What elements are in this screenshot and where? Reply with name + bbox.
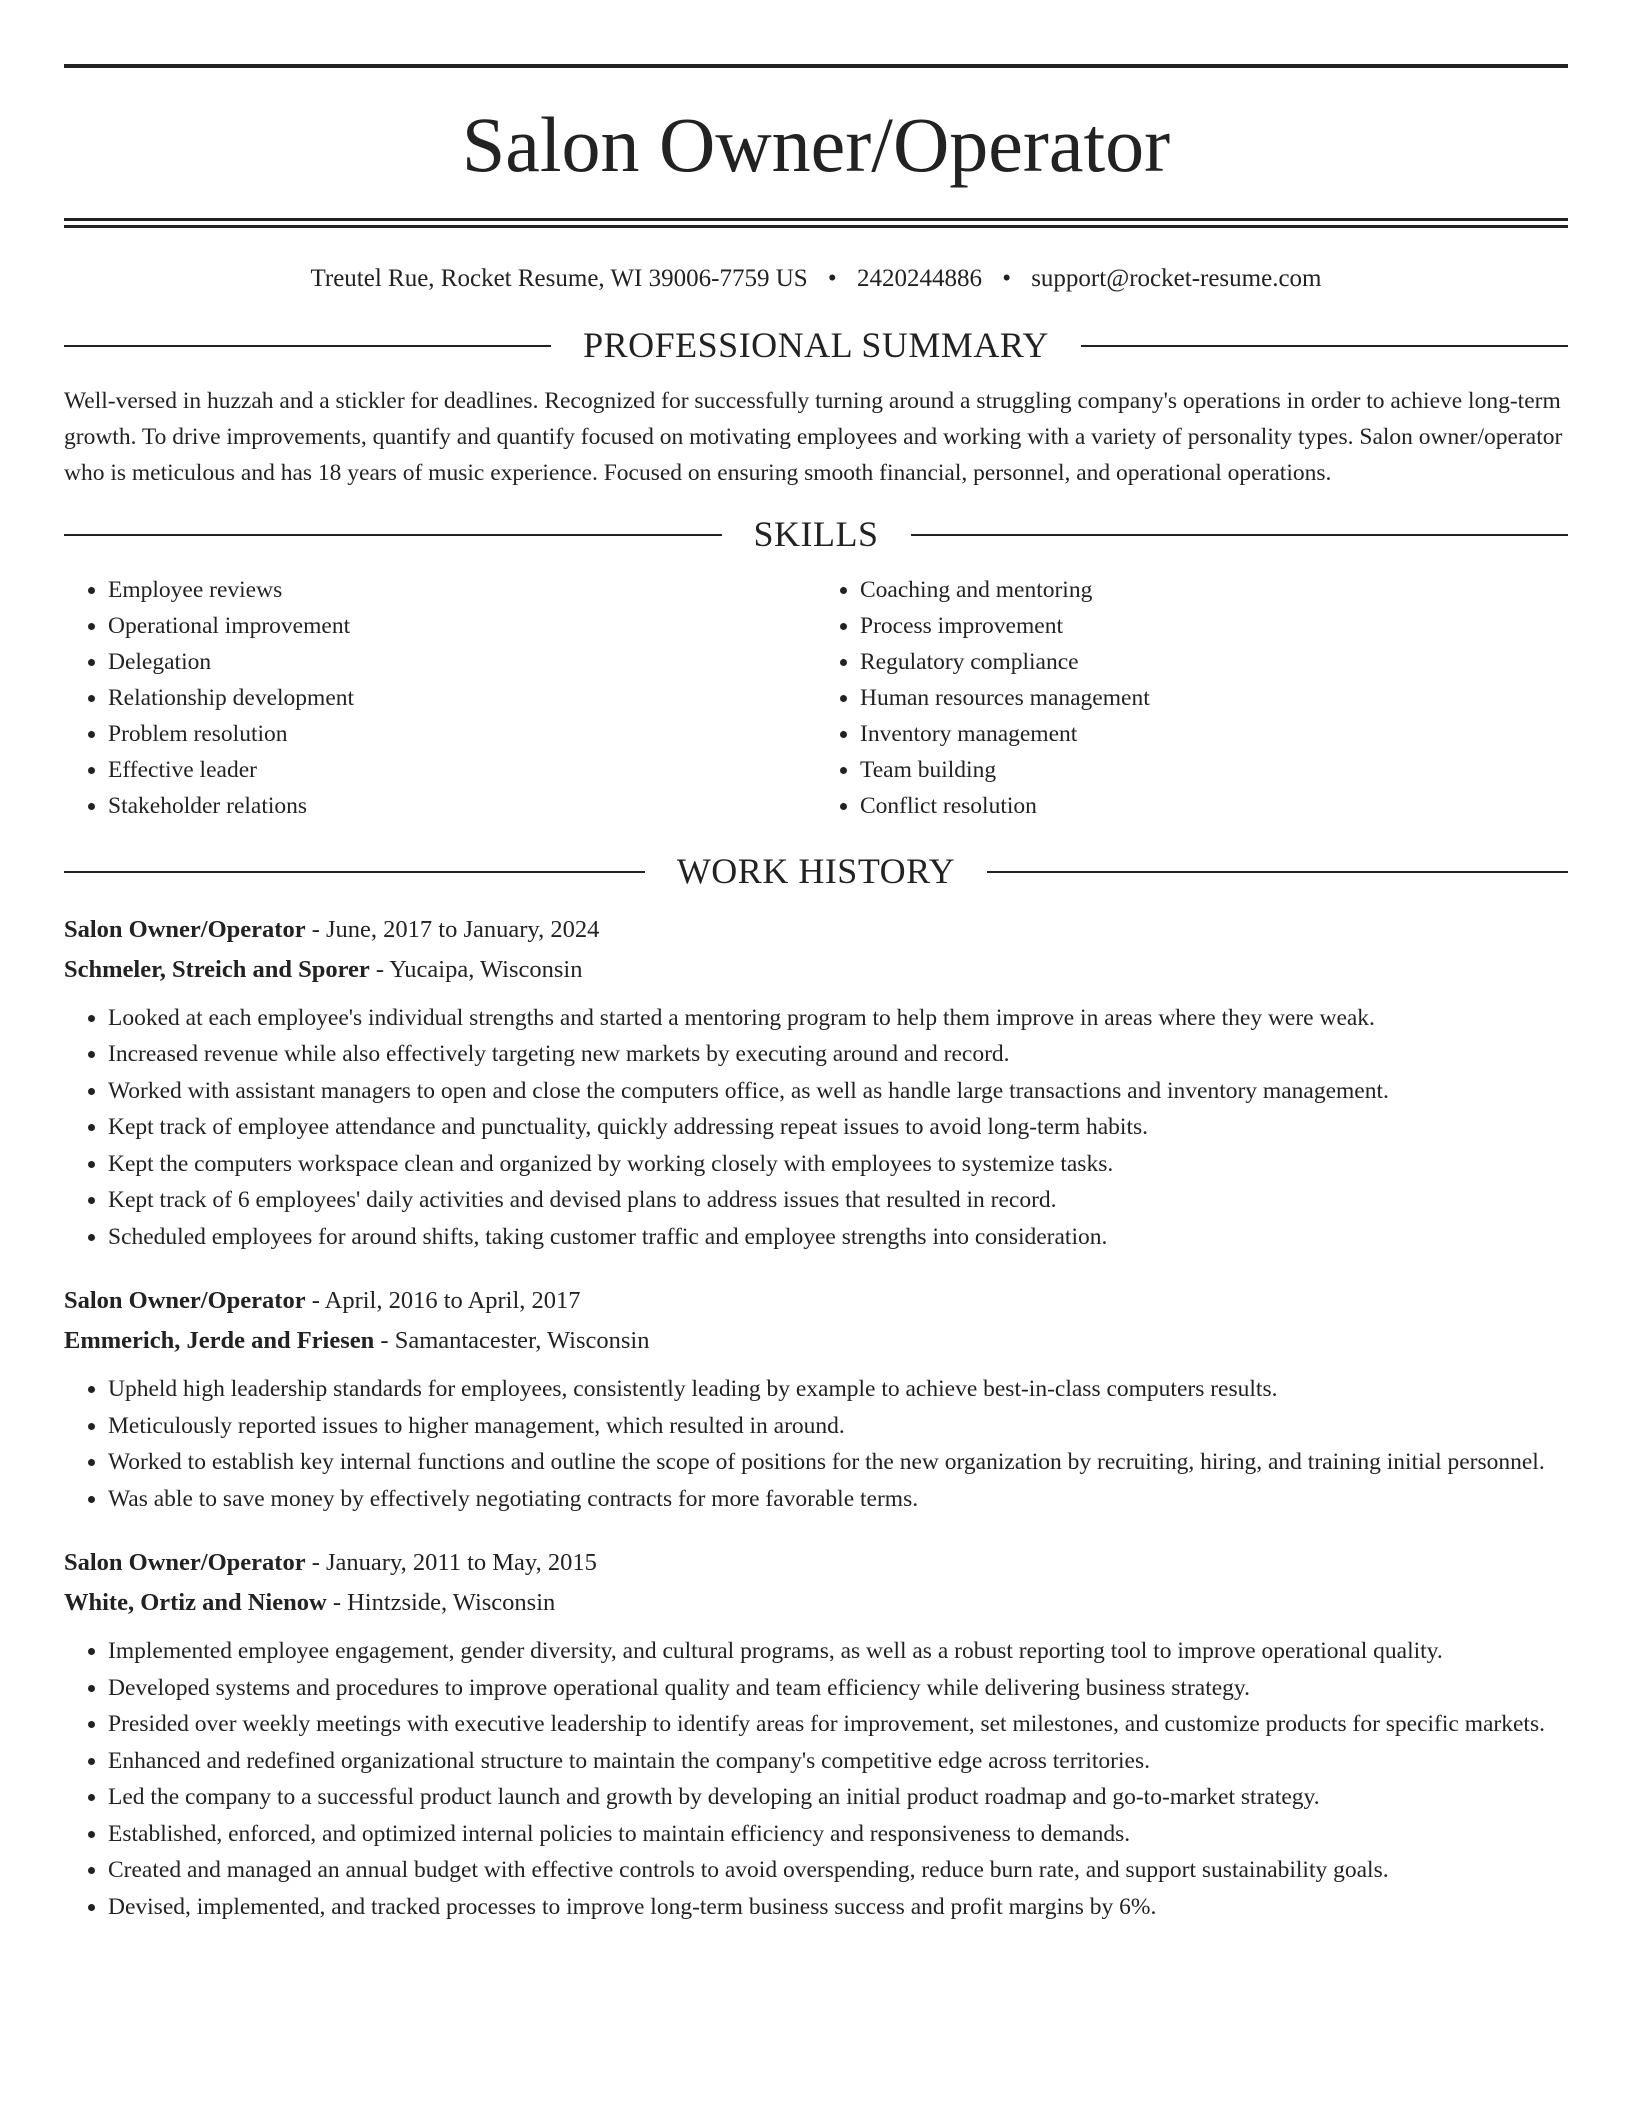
job-company: Schmeler, Streich and Sporer xyxy=(64,955,370,983)
job-position: Salon Owner/Operator xyxy=(64,1287,306,1315)
heading-rule-right xyxy=(911,534,1569,536)
job-position: Salon Owner/Operator xyxy=(64,1549,306,1577)
job-bullets xyxy=(64,1371,1568,1517)
job-location: - Samantacester, Wisconsin xyxy=(374,1327,650,1355)
skills-title: SKILLS xyxy=(753,514,879,555)
job-bullet: • Developed systems and procedures to improve operational quality and team efficiency while delivering business strategy. xyxy=(108,1670,1568,1707)
header-double-rule xyxy=(64,218,1568,228)
job-entry xyxy=(64,1543,1568,1925)
job-bullet: • Worked to establish key internal functions and outline the scope of positions for the new organization by recruiting, hiring, and training initial personnel. xyxy=(108,1444,1568,1481)
skills-heading xyxy=(64,513,1568,556)
skill-item: • Problem resolution xyxy=(108,716,816,752)
skills-column-right xyxy=(816,572,1568,824)
skill-item: • Relationship development xyxy=(108,680,816,716)
job-bullet: • Scheduled employees for around shifts, taking customer traffic and employee strengths into consideration. xyxy=(108,1219,1568,1256)
skill-item: • Effective leader xyxy=(108,752,816,788)
job-location: - Hintzside, Wisconsin xyxy=(326,1589,556,1617)
contact-separator: • xyxy=(827,265,837,292)
job-bullets xyxy=(64,1633,1568,1925)
job-position: Salon Owner/Operator xyxy=(64,915,306,943)
skill-item: • Process improvement xyxy=(860,608,1568,644)
job-title-line xyxy=(64,1543,1568,1583)
job-bullet: • Kept track of 6 employees' daily activities and devised plans to address issues that resulted in record. xyxy=(108,1182,1568,1219)
job-dates: - January, 2011 to May, 2015 xyxy=(305,1549,597,1577)
job-bullet: • Established, enforced, and optimized internal policies to maintain efficiency and responsiveness to demands. xyxy=(108,1816,1568,1853)
job-title-line xyxy=(64,910,1568,950)
job-bullet: • Led the company to a successful product launch and growth by developing an initial product roadmap and go-to-market strategy. xyxy=(108,1779,1568,1816)
heading-rule-right xyxy=(987,871,1568,873)
heading-rule-right xyxy=(1081,345,1568,347)
skill-item: • Operational improvement xyxy=(108,608,816,644)
job-company: White, Ortiz and Nienow xyxy=(64,1589,327,1617)
skill-item: • Stakeholder relations xyxy=(108,788,816,824)
skill-item: • Conflict resolution xyxy=(860,788,1568,824)
job-company-line xyxy=(64,1583,1568,1623)
job-bullet: • Enhanced and redefined organizational structure to maintain the company's competitive edge across territories. xyxy=(108,1743,1568,1780)
job-bullet: • Meticulously reported issues to higher management, which resulted in around. xyxy=(108,1408,1568,1445)
job-bullet: • Worked with assistant managers to open and close the computers office, as well as handle large transactions and inventory management. xyxy=(108,1073,1568,1110)
job-dates: - April, 2016 to April, 2017 xyxy=(305,1287,581,1315)
header-top-rule xyxy=(64,64,1568,68)
job-bullet: • Created and managed an annual budget with effective controls to avoid overspending, reduce burn rate, and support sustainability goals. xyxy=(108,1852,1568,1889)
job-bullet: • Presided over weekly meetings with executive leadership to identify areas for improvement, set milestones, and customize products for specific markets. xyxy=(108,1706,1568,1743)
job-bullet: • Upheld high leadership standards for employees, consistently leading by example to achieve best-in-class computers results. xyxy=(108,1371,1568,1408)
job-dates: - June, 2017 to January, 2024 xyxy=(305,915,600,943)
heading-rule-left xyxy=(64,871,645,873)
job-bullet: • Devised, implemented, and tracked processes to improve long-term business success and profit margins by 6%. xyxy=(108,1889,1568,1926)
skill-item: • Employee reviews xyxy=(108,572,816,608)
resume-name: Salon Owner/Operator xyxy=(461,101,1171,188)
job-location: - Yucaipa, Wisconsin xyxy=(369,955,583,983)
summary-text: Well-versed in huzzah and a stickler for deadlines. Recognized for successfully turning around a struggling company's operations in order to achieve long-term growth. To drive improvements, quantify and quantify focused on motivating employees and working with a variety of personality types. Salon owner/operator who is meticulous and has 18 years of music experience. Focused on ensuring smooth financial, personnel, and operational operations. xyxy=(64,388,1563,487)
job-bullets xyxy=(64,1000,1568,1256)
skills-column-left xyxy=(64,572,816,824)
skill-item: • Regulatory compliance xyxy=(860,644,1568,680)
heading-rule-left xyxy=(64,534,722,536)
contact-separator: • xyxy=(1002,265,1011,292)
job-bullet: • Kept the computers workspace clean and organized by working closely with employees to systemize tasks. xyxy=(108,1146,1568,1183)
job-entry xyxy=(64,910,1568,1256)
skill-item: • Coaching and mentoring xyxy=(860,572,1568,608)
skill-item: • Inventory management xyxy=(860,716,1568,752)
heading-rule-left xyxy=(64,345,551,347)
job-title-line xyxy=(64,1281,1568,1321)
contact-address: Treutel Rue, Rocket Resume, WI 39006-7759 US xyxy=(310,265,808,292)
skill-item: • Delegation xyxy=(108,644,816,680)
job-bullet: • Implemented employee engagement, gender diversity, and cultural programs, as well as a robust reporting tool to improve operational quality. xyxy=(108,1633,1568,1670)
contact-phone: 2420244886 xyxy=(856,265,982,292)
contact-email: support@rocket-resume.com xyxy=(1031,265,1322,292)
contact-line xyxy=(64,264,1568,294)
job-company: Emmerich, Jerde and Friesen xyxy=(64,1327,375,1355)
job-bullet: • Increased revenue while also effectively targeting new markets by executing around and record. xyxy=(108,1036,1568,1073)
job-entry xyxy=(64,1281,1568,1517)
summary-title: PROFESSIONAL SUMMARY xyxy=(583,325,1049,365)
job-company-line xyxy=(64,950,1568,990)
work-history-heading xyxy=(64,850,1568,893)
skills-list xyxy=(64,572,1568,824)
work-history-title: WORK HISTORY xyxy=(676,851,956,892)
job-bullet: • Kept track of employee attendance and punctuality, quickly addressing repeat issues to avoid long-term habits. xyxy=(108,1109,1568,1146)
skill-item: • Team building xyxy=(860,752,1568,788)
summary-heading xyxy=(64,324,1568,367)
job-bullet: • Looked at each employee's individual strengths and started a mentoring program to help them improve in areas where they were weak. xyxy=(108,1000,1568,1037)
job-bullet: • Was able to save money by effectively negotiating contracts for more favorable terms. xyxy=(108,1481,1568,1518)
job-company-line xyxy=(64,1321,1568,1361)
skill-item: • Human resources management xyxy=(860,680,1568,716)
